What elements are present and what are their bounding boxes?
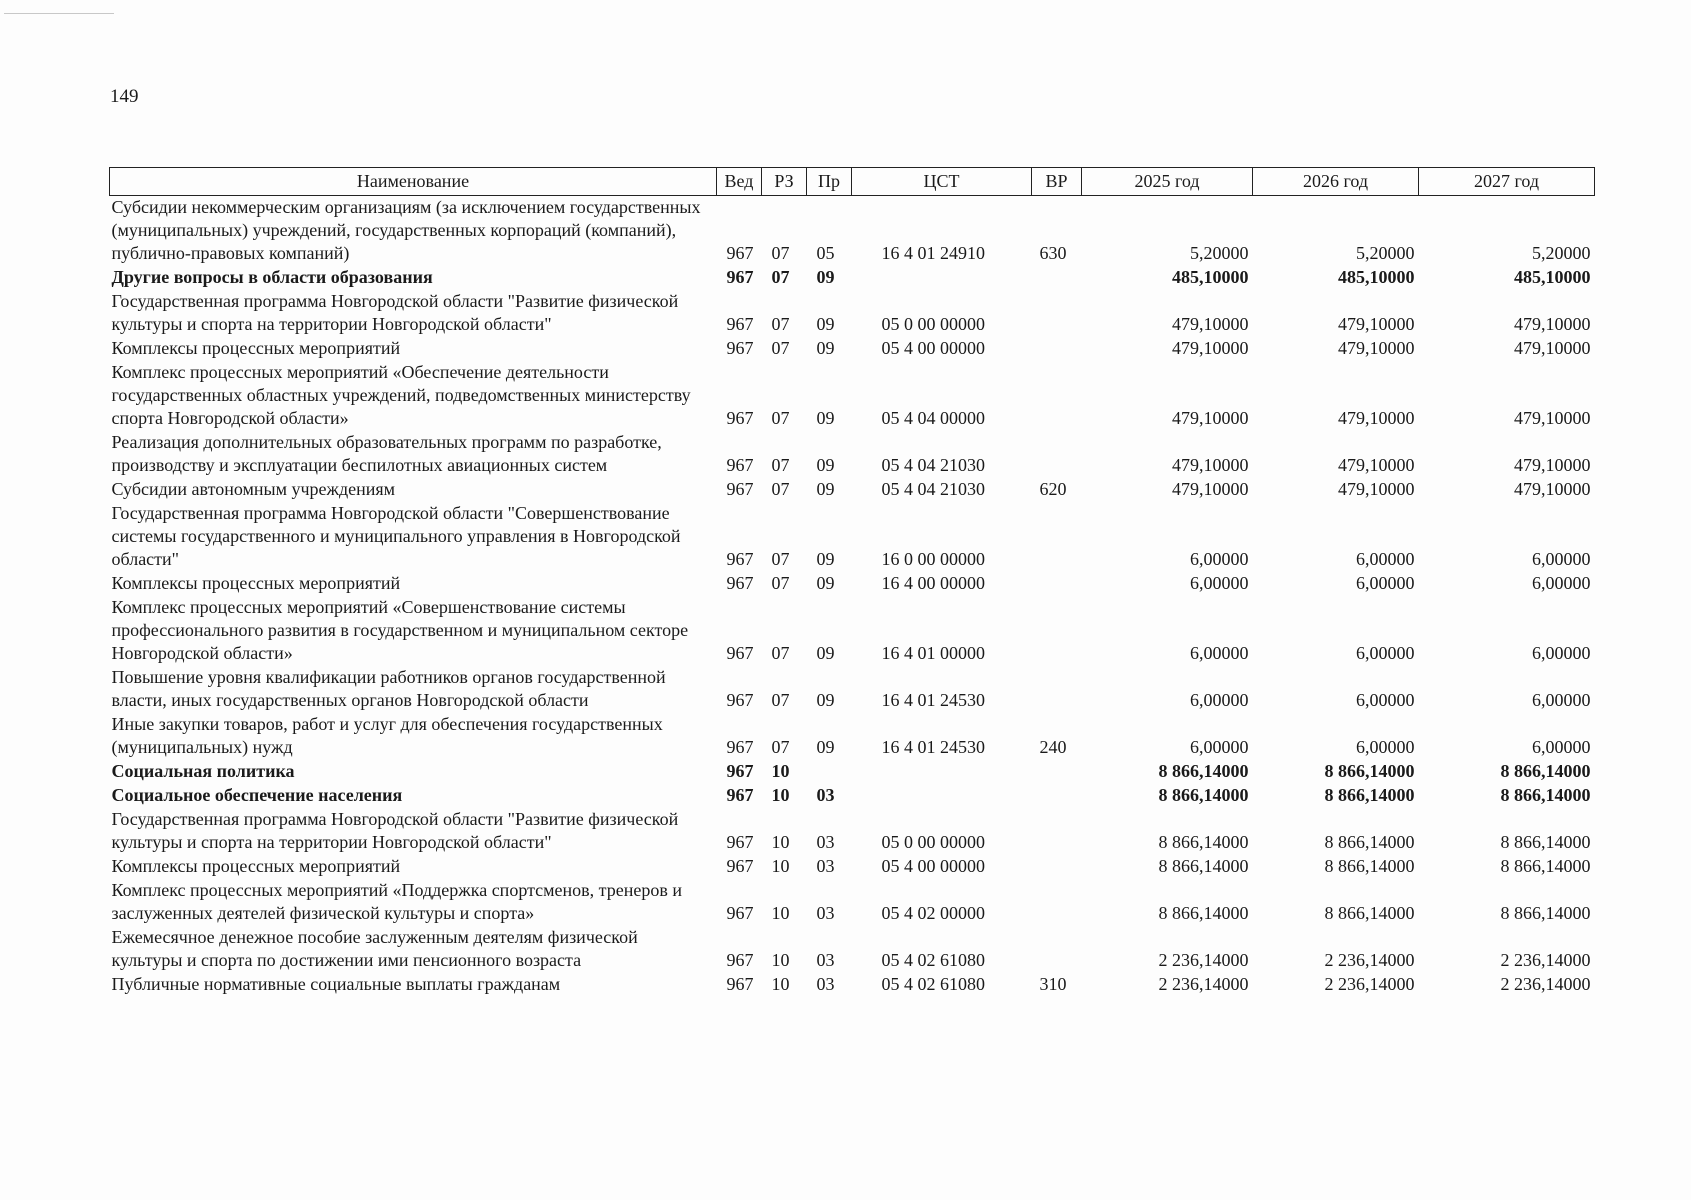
cell-rz: 10	[771, 832, 790, 852]
cell-name: Комплексы процессных мероприятий	[111, 573, 401, 593]
cell-2027: 2 236,14000	[1500, 950, 1591, 970]
table-row	[110, 784, 1595, 808]
table-row	[110, 266, 1595, 290]
cell-cst: 05 4 02 61080	[881, 974, 985, 994]
cell-2026: 485,10000	[1338, 267, 1415, 287]
header-vr: ВР	[1032, 168, 1082, 196]
table-row	[110, 855, 1595, 879]
cell-2025: 479,10000	[1172, 408, 1249, 428]
cell-pr: 09	[816, 267, 835, 287]
header-2025: 2025 год	[1082, 168, 1253, 196]
cell-2025: 2 236,14000	[1158, 950, 1249, 970]
cell-2027: 479,10000	[1514, 338, 1591, 358]
cell-2026: 6,00000	[1356, 549, 1415, 569]
cell-2025: 8 866,14000	[1158, 785, 1249, 805]
header-rz: РЗ	[762, 168, 807, 196]
table-header	[110, 168, 1595, 196]
cell-vr: 620	[1039, 479, 1067, 499]
cell-vr	[1032, 760, 1082, 784]
cell-2026: 479,10000	[1338, 408, 1415, 428]
cell-name: Публичные нормативные социальные выплаты гражданам	[111, 974, 561, 994]
table-row	[110, 713, 1595, 760]
header-row	[110, 168, 1595, 196]
cell-ved: 967	[726, 737, 754, 757]
cell-name: Другие вопросы в области образования	[111, 267, 433, 287]
cell-vr	[1032, 431, 1082, 478]
cell-pr: 09	[816, 737, 835, 757]
cell-rz: 10	[771, 950, 790, 970]
cell-name: Государственная программа Новгородской области "Совершенствование системы государственного и муниципального управления в Новгородской области"	[111, 503, 681, 569]
cell-2026: 8 866,14000	[1324, 761, 1415, 781]
cell-2027: 8 866,14000	[1500, 832, 1591, 852]
cell-name: Комплексы процессных мероприятий	[111, 856, 401, 876]
cell-ved: 967	[726, 573, 754, 593]
cell-vr	[1032, 266, 1082, 290]
cell-name: Государственная программа Новгородской области "Развитие физической культуры и спорта на территории Новгородской области"	[111, 809, 679, 852]
cell-vr	[1032, 926, 1082, 973]
cell-2027: 479,10000	[1514, 314, 1591, 334]
cell-vr	[1032, 596, 1082, 666]
header-ved: Вед	[717, 168, 762, 196]
cell-pr: 09	[816, 643, 835, 663]
header-cst: ЦСТ	[852, 168, 1032, 196]
table-row	[110, 808, 1595, 855]
table-row	[110, 361, 1595, 431]
cell-ved: 967	[726, 243, 754, 263]
cell-cst: 05 0 00 00000	[881, 832, 985, 852]
cell-pr: 09	[816, 408, 835, 428]
cell-2026: 479,10000	[1338, 455, 1415, 475]
cell-2026: 8 866,14000	[1324, 832, 1415, 852]
cell-2027: 6,00000	[1532, 573, 1591, 593]
cell-cst: 16 4 01 00000	[881, 643, 985, 663]
cell-2025: 6,00000	[1190, 690, 1249, 710]
cell-2026: 8 866,14000	[1324, 903, 1415, 923]
cell-rz: 07	[771, 549, 790, 569]
cell-2027: 8 866,14000	[1500, 761, 1591, 781]
cell-vr	[1032, 572, 1082, 596]
cell-cst: 05 4 04 21030	[881, 455, 985, 475]
table-row	[110, 879, 1595, 926]
cell-name: Комплекс процессных мероприятий «Поддержка спортсменов, тренеров и заслуженных деятелей физической культуры и спорта»	[111, 880, 682, 923]
cell-vr	[1032, 337, 1082, 361]
cell-2027: 8 866,14000	[1500, 903, 1591, 923]
cell-cst: 05 0 00 00000	[881, 314, 985, 334]
cell-2025: 6,00000	[1190, 737, 1249, 757]
cell-name: Субсидии автономным учреждениям	[111, 479, 396, 499]
cell-vr: 630	[1039, 243, 1067, 263]
cell-ved: 967	[726, 690, 754, 710]
cell-2026: 8 866,14000	[1324, 785, 1415, 805]
cell-pr: 09	[816, 573, 835, 593]
cell-pr: 09	[816, 455, 835, 475]
cell-2026: 479,10000	[1338, 338, 1415, 358]
cell-rz: 10	[771, 785, 790, 805]
cell-vr	[1032, 808, 1082, 855]
cell-2025: 5,20000	[1190, 243, 1249, 263]
cell-2025: 479,10000	[1172, 338, 1249, 358]
cell-cst: 05 4 04 21030	[881, 479, 985, 499]
cell-2026: 6,00000	[1356, 573, 1415, 593]
cell-rz: 10	[771, 856, 790, 876]
cell-pr: 03	[816, 785, 835, 805]
cell-ved: 967	[726, 903, 754, 923]
cell-vr: 310	[1039, 974, 1067, 994]
cell-vr	[1032, 502, 1082, 572]
cell-name: Комплексы процессных мероприятий	[111, 338, 401, 358]
cell-2026: 479,10000	[1338, 314, 1415, 334]
cell-pr: 09	[816, 338, 835, 358]
cell-2025: 479,10000	[1172, 455, 1249, 475]
cell-2025: 6,00000	[1190, 643, 1249, 663]
cell-rz: 07	[771, 643, 790, 663]
cell-cst: 05 4 04 00000	[881, 408, 985, 428]
cell-2027: 479,10000	[1514, 408, 1591, 428]
cell-cst: 16 4 00 00000	[881, 573, 985, 593]
cell-cst: 05 4 02 00000	[881, 903, 985, 923]
cell-rz: 07	[771, 690, 790, 710]
cell-rz: 07	[771, 408, 790, 428]
table-row	[110, 666, 1595, 713]
cell-ved: 967	[726, 832, 754, 852]
cell-2027: 479,10000	[1514, 479, 1591, 499]
cell-2026: 2 236,14000	[1324, 974, 1415, 994]
cell-2027: 5,20000	[1532, 243, 1591, 263]
cell-2026: 8 866,14000	[1324, 856, 1415, 876]
page-number: 149	[110, 86, 139, 107]
cell-vr	[1032, 666, 1082, 713]
cell-rz: 07	[771, 479, 790, 499]
cell-ved: 967	[726, 549, 754, 569]
cell-ved: 967	[726, 785, 754, 805]
cell-2027: 6,00000	[1532, 737, 1591, 757]
cell-cst: 16 4 01 24530	[881, 690, 985, 710]
cell-2026: 6,00000	[1356, 690, 1415, 710]
cell-ved: 967	[726, 643, 754, 663]
cell-pr: 03	[816, 974, 835, 994]
table-row	[110, 196, 1595, 267]
cell-cst: 05 4 00 00000	[881, 856, 985, 876]
cell-2026: 6,00000	[1356, 737, 1415, 757]
table-body	[110, 196, 1595, 998]
cell-ved: 967	[726, 267, 754, 287]
header-name: Наименование	[110, 168, 717, 196]
header-2026: 2026 год	[1253, 168, 1419, 196]
cell-vr	[1032, 290, 1082, 337]
table-row	[110, 973, 1595, 997]
cell-cst	[852, 760, 1032, 784]
cell-2027: 2 236,14000	[1500, 974, 1591, 994]
cell-name: Комплекс процессных мероприятий «Обеспечение деятельности государственных областных учреждений, подведомственных министерству спорта Новгородской области»	[111, 362, 691, 428]
cell-2027: 479,10000	[1514, 455, 1591, 475]
cell-name: Реализация дополнительных образовательных программ по разработке, производству и эксплуатации беспилотных авиационных систем	[111, 432, 662, 475]
cell-rz: 07	[771, 338, 790, 358]
cell-pr: 09	[816, 690, 835, 710]
cell-2027: 6,00000	[1532, 549, 1591, 569]
header-2027: 2027 год	[1419, 168, 1595, 196]
cell-vr	[1032, 784, 1082, 808]
cell-pr	[807, 760, 852, 784]
cell-name: Социальная политика	[111, 761, 295, 781]
cell-cst	[852, 784, 1032, 808]
cell-ved: 967	[726, 338, 754, 358]
cell-ved: 967	[726, 479, 754, 499]
cell-vr	[1032, 879, 1082, 926]
cell-rz: 07	[771, 243, 790, 263]
cell-pr: 03	[816, 903, 835, 923]
cell-name: Социальное обеспечение населения	[111, 785, 403, 805]
table-row	[110, 760, 1595, 784]
cell-2026: 479,10000	[1338, 479, 1415, 499]
table-row	[110, 572, 1595, 596]
cell-2026: 2 236,14000	[1324, 950, 1415, 970]
cell-name: Государственная программа Новгородской области "Развитие физической культуры и спорта на территории Новгородской области"	[111, 291, 679, 334]
cell-name: Комплекс процессных мероприятий «Совершенствование системы профессионального развития в государственном и муниципальном секторе Новгородской области»	[111, 597, 689, 663]
cell-name: Иные закупки товаров, работ и услуг для обеспечения государственных (муниципальных) нужд	[111, 714, 663, 757]
cell-cst: 05 4 00 00000	[881, 338, 985, 358]
cell-ved: 967	[726, 950, 754, 970]
cell-2027: 8 866,14000	[1500, 785, 1591, 805]
cell-2025: 479,10000	[1172, 314, 1249, 334]
header-pr: Пр	[807, 168, 852, 196]
cell-2025: 479,10000	[1172, 479, 1249, 499]
cell-rz: 10	[771, 761, 790, 781]
cell-2025: 2 236,14000	[1158, 974, 1249, 994]
cell-rz: 07	[771, 314, 790, 334]
cell-cst	[852, 266, 1032, 290]
cell-rz: 07	[771, 267, 790, 287]
table-row	[110, 926, 1595, 973]
cell-ved: 967	[726, 455, 754, 475]
cell-ved: 967	[726, 314, 754, 334]
cell-cst: 16 4 01 24530	[881, 737, 985, 757]
cell-vr	[1032, 361, 1082, 431]
cell-2025: 6,00000	[1190, 573, 1249, 593]
cell-vr	[1032, 855, 1082, 879]
cell-name: Повышение уровня квалификации работников органов государственной власти, иных государственных органов Новгородской области	[111, 667, 666, 710]
cell-rz: 07	[771, 573, 790, 593]
cell-rz: 07	[771, 455, 790, 475]
cell-2026: 5,20000	[1356, 243, 1415, 263]
cell-2025: 8 866,14000	[1158, 856, 1249, 876]
table-row	[110, 502, 1595, 572]
cell-2027: 485,10000	[1514, 267, 1591, 287]
table-row	[110, 337, 1595, 361]
cell-pr: 03	[816, 950, 835, 970]
cell-rz: 10	[771, 903, 790, 923]
cell-2025: 6,00000	[1190, 549, 1249, 569]
cell-pr: 03	[816, 832, 835, 852]
cell-pr: 09	[816, 479, 835, 499]
cell-ved: 967	[726, 408, 754, 428]
cell-2027: 6,00000	[1532, 690, 1591, 710]
table-row	[110, 596, 1595, 666]
budget-table	[109, 167, 1595, 997]
cell-ved: 967	[726, 974, 754, 994]
cell-pr: 03	[816, 856, 835, 876]
cell-cst: 16 0 00 00000	[881, 549, 985, 569]
cell-vr: 240	[1039, 737, 1067, 757]
cell-2025: 8 866,14000	[1158, 761, 1249, 781]
cell-rz: 10	[771, 974, 790, 994]
cell-2027: 8 866,14000	[1500, 856, 1591, 876]
cell-cst: 16 4 01 24910	[881, 243, 985, 263]
cell-2027: 6,00000	[1532, 643, 1591, 663]
table-row	[110, 290, 1595, 337]
cell-pr: 09	[816, 314, 835, 334]
cell-name: Ежемесячное денежное пособие заслуженным деятелям физической культуры и спорта по достижении ими пенсионного возраста	[111, 927, 638, 970]
cell-pr: 09	[816, 549, 835, 569]
cell-pr: 05	[816, 243, 835, 263]
scan-artifact-line	[4, 13, 114, 14]
cell-name: Субсидии некоммерческим организациям (за исключением государственных (муниципальных) учреждений, государственных корпораций (компаний), публично-правовых компаний)	[111, 197, 701, 263]
cell-ved: 967	[726, 856, 754, 876]
cell-2025: 8 866,14000	[1158, 903, 1249, 923]
table-row	[110, 478, 1595, 502]
cell-rz: 07	[771, 737, 790, 757]
cell-2026: 6,00000	[1356, 643, 1415, 663]
cell-ved: 967	[726, 761, 754, 781]
cell-2025: 485,10000	[1172, 267, 1249, 287]
cell-2025: 8 866,14000	[1158, 832, 1249, 852]
table-row	[110, 431, 1595, 478]
cell-cst: 05 4 02 61080	[881, 950, 985, 970]
